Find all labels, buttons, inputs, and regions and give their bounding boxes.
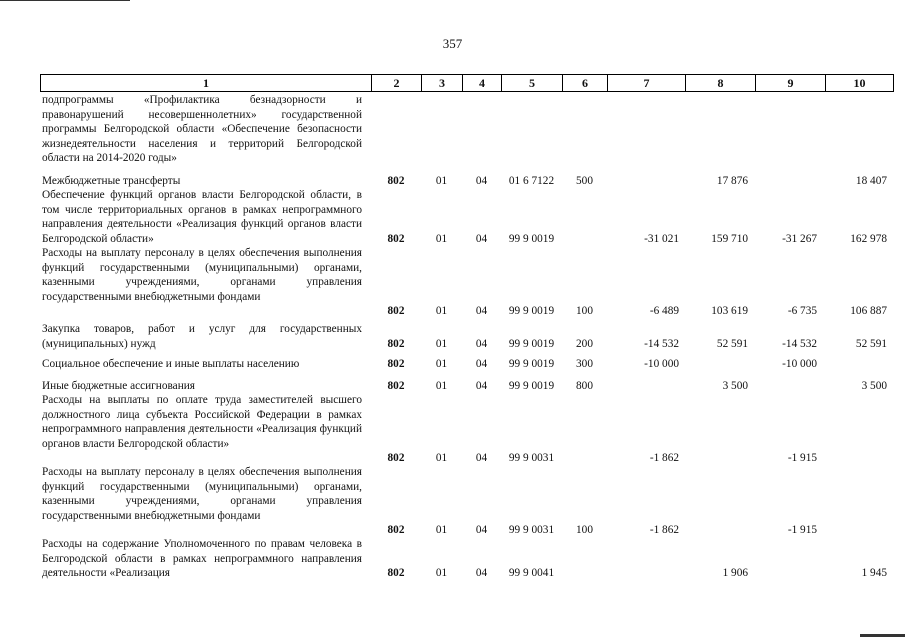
column-header-9: 9 <box>756 75 826 92</box>
cell-col7: -14 532 <box>644 338 679 350</box>
cell-col9: -10 000 <box>782 358 817 370</box>
cell-expense-type: 800 <box>576 380 593 392</box>
cell-ministry: 802 <box>387 452 405 464</box>
column-header-4: 4 <box>463 75 502 92</box>
cell-section: 01 <box>435 567 448 579</box>
cell-subsection: 04 <box>475 305 488 317</box>
cell-subsection: 04 <box>475 380 488 392</box>
cell-subsection: 04 <box>475 524 488 536</box>
cell-expense-type: 100 <box>576 524 593 536</box>
cell-col9: -14 532 <box>782 338 817 350</box>
cell-col10: 52 591 <box>855 338 887 350</box>
cell-col8: 159 710 <box>711 233 748 245</box>
cell-target-article: 01 6 7122 <box>508 175 555 187</box>
cell-col10: 3 500 <box>861 380 887 392</box>
scan-edge-line <box>0 0 130 1</box>
cell-section: 01 <box>435 358 448 370</box>
cell-col7: -31 021 <box>644 233 679 245</box>
column-header-8: 8 <box>686 75 756 92</box>
cell-expense-type: 200 <box>576 338 593 350</box>
budget-table-header <box>40 74 894 92</box>
cell-target-article: 99 9 0041 <box>508 567 555 579</box>
cell-expense-type: 100 <box>576 305 593 317</box>
cell-section: 01 <box>435 233 448 245</box>
cell-ministry: 802 <box>387 233 405 245</box>
cell-col8: 52 591 <box>716 338 748 350</box>
cell-section: 01 <box>435 338 448 350</box>
cell-ministry: 802 <box>387 524 405 536</box>
cell-subsection: 04 <box>475 567 488 579</box>
cell-section: 01 <box>435 175 448 187</box>
row-description: Обеспечение функций органов власти Белгородской области, в том числе территориальных органов в рамках непрограммного направления деятельности «Реализация функций органов власти Белгородской области» <box>42 189 362 245</box>
cell-col10: 1 945 <box>861 567 887 579</box>
cell-col9: -31 267 <box>782 233 817 245</box>
row-description: Расходы на содержание Уполномоченного по правам человека в Белгородской области в рамках непрограммного направления деятельности «Реализация <box>42 538 362 580</box>
cell-target-article: 99 9 0031 <box>508 524 555 536</box>
cell-target-article: 99 9 0019 <box>508 233 555 245</box>
cell-expense-type: 300 <box>576 358 593 370</box>
page-number: 357 <box>442 36 463 51</box>
cell-section: 01 <box>435 452 448 464</box>
row-description: Социальное обеспечение и иные выплаты населению <box>42 358 300 370</box>
row-description: Межбюджетные трансферты <box>42 175 181 187</box>
row-description: Расходы на выплаты по оплате труда заместителей высшего должностного лица субъекта Российской Федерации в рамках непрограммного направления деятельности «Реализация функций органов власти Белгородской области» <box>42 394 362 450</box>
cell-col7: -1 862 <box>649 452 679 464</box>
cell-col8: 1 906 <box>722 567 748 579</box>
cell-ministry: 802 <box>387 380 405 392</box>
cell-subsection: 04 <box>475 338 488 350</box>
cell-col7: -1 862 <box>649 524 679 536</box>
cell-col7: -6 489 <box>649 305 679 317</box>
cell-col8: 17 876 <box>716 175 748 187</box>
column-header-3: 3 <box>422 75 463 92</box>
cell-col8: 3 500 <box>722 380 748 392</box>
cell-col7: -10 000 <box>644 358 679 370</box>
cell-col9: -1 915 <box>787 524 817 536</box>
column-header-2: 2 <box>372 75 422 92</box>
column-header-7: 7 <box>608 75 686 92</box>
column-header-5: 5 <box>502 75 563 92</box>
cell-subsection: 04 <box>475 175 488 187</box>
cell-col8: 103 619 <box>711 305 748 317</box>
row-description: Расходы на выплату персоналу в целях обеспечения выполнения функций государственными (муниципальными) органами, казенными учреждениями, органами управления государственными внебюджетными фондами <box>42 466 362 522</box>
cell-target-article: 99 9 0019 <box>508 338 555 350</box>
cell-subsection: 04 <box>475 358 488 370</box>
column-header-6: 6 <box>563 75 608 92</box>
cell-section: 01 <box>435 380 448 392</box>
column-header-10: 10 <box>826 75 894 92</box>
cell-section: 01 <box>435 524 448 536</box>
row-description: Иные бюджетные ассигнования <box>42 380 195 392</box>
cell-subsection: 04 <box>475 233 488 245</box>
cell-col9: -1 915 <box>787 452 817 464</box>
cell-subsection: 04 <box>475 452 488 464</box>
cell-target-article: 99 9 0019 <box>508 305 555 317</box>
cell-expense-type: 500 <box>576 175 593 187</box>
cell-col10: 18 407 <box>855 175 887 187</box>
cell-ministry: 802 <box>387 567 405 579</box>
cell-ministry: 802 <box>387 338 405 350</box>
cell-col9: -6 735 <box>787 305 817 317</box>
cell-target-article: 99 9 0019 <box>508 358 555 370</box>
row-description: Расходы на выплату персоналу в целях обеспечения выполнения функций государственными (муниципальными) органами, казенными учреждениями, органами управления государственными внебюджетными фондами <box>42 247 362 303</box>
row-description: подпрограммы «Профилактика безнадзорности и правонарушений несовершеннолетних» государственной программы Белгородской области «Обеспечение безопасности жизнедеятельности населения и территорий Белгородской области на 2014-2020 годы» <box>42 94 362 165</box>
cell-ministry: 802 <box>387 305 405 317</box>
column-header-1: 1 <box>41 75 372 92</box>
cell-target-article: 99 9 0019 <box>508 380 555 392</box>
cell-target-article: 99 9 0031 <box>508 452 555 464</box>
cell-ministry: 802 <box>387 358 405 370</box>
cell-ministry: 802 <box>387 175 405 187</box>
scan-edge-line <box>860 634 905 637</box>
cell-col10: 106 887 <box>850 305 887 317</box>
cell-section: 01 <box>435 305 448 317</box>
cell-col10: 162 978 <box>850 233 887 245</box>
row-description: Закупка товаров, работ и услуг для государственных (муниципальных) нужд <box>42 323 362 350</box>
